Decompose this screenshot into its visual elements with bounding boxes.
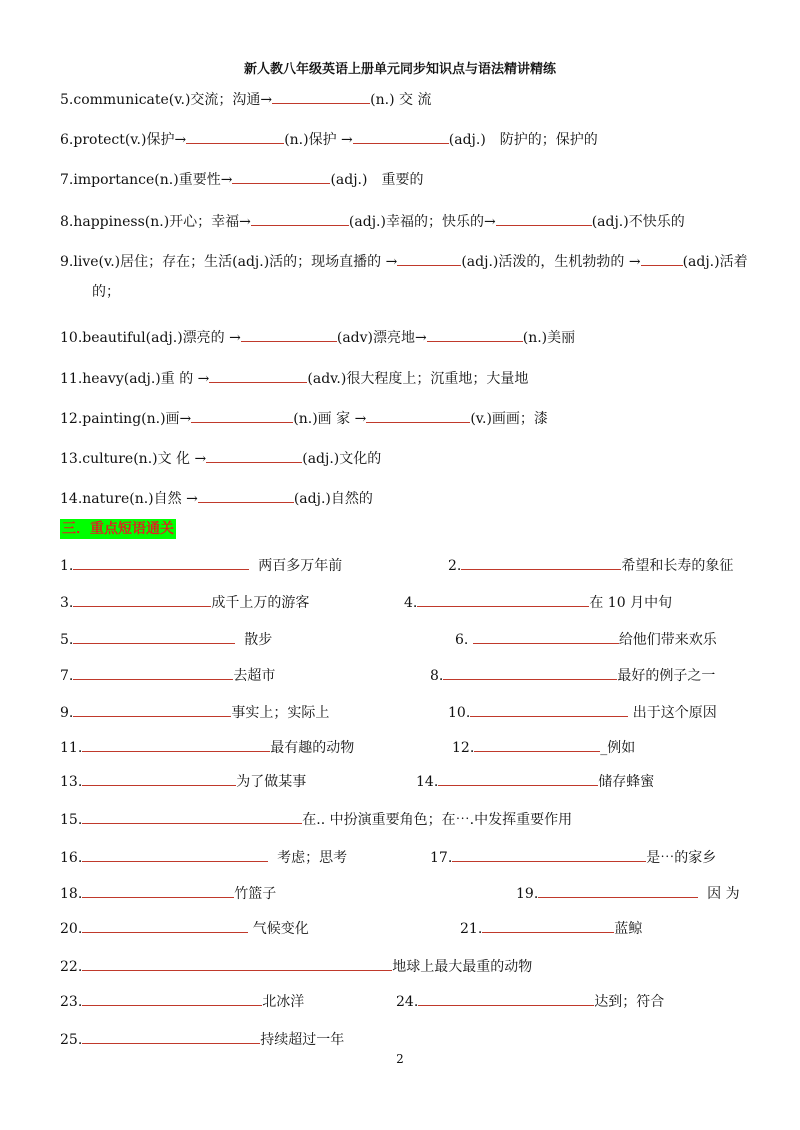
answer-blank[interactable] [186, 129, 284, 144]
word-item-9: 9.live(v.)居住；存在；生活(adj.)活的；现场直播的 → (adj.)活泼的，生机勃勃的 → (adj.)活着 [60, 251, 748, 272]
phrase-item-10: 10. 出于这个原因 [448, 702, 717, 723]
answer-blank[interactable] [353, 129, 449, 144]
answer-blank[interactable] [251, 211, 349, 226]
section-heading: 三．重点短语通关 [62, 521, 174, 537]
answer-blank[interactable] [82, 771, 236, 786]
answer-blank[interactable] [73, 665, 233, 680]
answer-blank[interactable] [73, 592, 211, 607]
phrase-item-21: 21. 蓝鲸 [460, 918, 642, 939]
answer-blank[interactable] [209, 368, 307, 383]
phrase-item-3: 3. 成千上万的游客 [60, 592, 309, 613]
phrase-item-17: 17. 是⋯的家乡 [430, 847, 716, 868]
answer-blank[interactable] [482, 918, 614, 933]
answer-blank[interactable] [461, 555, 621, 570]
answer-blank[interactable] [82, 847, 268, 862]
answer-blank[interactable] [427, 327, 523, 342]
phrase-item-25: 25. 持续超过一年 [60, 1029, 344, 1050]
answer-blank[interactable] [82, 991, 262, 1006]
phrase-item-2: 2. 希望和长寿的象征 [448, 555, 733, 576]
phrase-item-20: 20. 气候变化 [60, 918, 309, 939]
answer-blank[interactable] [82, 809, 302, 824]
answer-blank[interactable] [206, 448, 302, 463]
answer-blank[interactable] [438, 771, 598, 786]
phrase-item-4: 4. 在 10 月中旬 [404, 592, 672, 613]
word-item-10: 10.beautiful(adj.)漂亮的 → (adv)漂亮地→ (n.)美丽 [60, 327, 575, 348]
answer-blank[interactable] [82, 956, 392, 971]
word-item-9-continuation: 的； [92, 284, 120, 300]
page-title: 新人教八年级英语上册单元同步知识点与语法精讲精练 [243, 62, 556, 77]
answer-blank[interactable] [82, 918, 248, 933]
phrase-item-5: 5. 散步 [60, 629, 272, 650]
answer-blank[interactable] [417, 592, 589, 607]
phrase-item-23: 23. 北冰洋 [60, 991, 304, 1012]
word-item-11: 11.heavy(adj.)重 的 → (adv.)很大程度上；沉重地；大量地 [60, 368, 528, 389]
phrase-item-12: 12. _例如 [452, 737, 635, 758]
answer-blank[interactable] [496, 211, 592, 226]
phrase-item-19: 19. 因 为 [516, 883, 740, 904]
phrase-item-18: 18. 竹篮子 [60, 883, 276, 904]
answer-blank[interactable] [538, 883, 698, 898]
word-item-13: 13.culture(n.)文 化 → (adj.)文化的 [60, 448, 381, 469]
word-item-8: 8.happiness(n.)开心；幸福→ (adj.)幸福的；快乐的→ (adj.)不快乐的 [60, 211, 685, 232]
page-number: 2 [396, 1052, 404, 1066]
phrase-item-16: 16. 考虑；思考 [60, 847, 347, 868]
phrase-item-15: 15. 在.. 中扮演重要角色；在⋯.中发挥重要作用 [60, 809, 572, 830]
phrase-item-14: 14. 储存蜂蜜 [416, 771, 654, 792]
answer-blank[interactable] [397, 251, 461, 266]
answer-blank[interactable] [473, 629, 619, 644]
word-item-6: 6.protect(v.)保护→ (n.)保护 → (adj.) 防护的；保护的 [60, 129, 598, 150]
answer-blank[interactable] [641, 251, 683, 266]
answer-blank[interactable] [82, 883, 234, 898]
phrase-item-24: 24. 达到；符合 [396, 991, 664, 1012]
answer-blank[interactable] [366, 408, 470, 423]
answer-blank[interactable] [232, 169, 330, 184]
answer-blank[interactable] [241, 327, 337, 342]
answer-blank[interactable] [418, 991, 594, 1006]
answer-blank[interactable] [470, 702, 628, 717]
answer-blank[interactable] [73, 629, 235, 644]
phrase-item-1: 1. 两百多万年前 [60, 555, 342, 576]
answer-blank[interactable] [73, 555, 249, 570]
answer-blank[interactable] [191, 408, 293, 423]
answer-blank[interactable] [82, 737, 270, 752]
answer-blank[interactable] [82, 1029, 260, 1044]
answer-blank[interactable] [272, 89, 370, 104]
word-item-14: 14.nature(n.)自然 → (adj.)自然的 [60, 488, 373, 509]
word-item-5: 5.communicate(v.)交流；沟通→ (n.) 交 流 [60, 89, 431, 110]
phrase-item-6: 6. 给他们带来欢乐 [455, 629, 717, 650]
phrase-item-11: 11. 最有趣的动物 [60, 737, 354, 758]
answer-blank[interactable] [452, 847, 646, 862]
phrase-item-7: 7. 去超市 [60, 665, 275, 686]
phrase-item-8: 8. 最好的例子之一 [430, 665, 715, 686]
phrase-item-22: 22. 地球上最大最重的动物 [60, 956, 532, 977]
answer-blank[interactable] [443, 665, 617, 680]
phrase-item-9: 9. 事实上；实际上 [60, 702, 329, 723]
word-item-7: 7.importance(n.)重要性→ (adj.) 重要的 [60, 169, 423, 190]
answer-blank[interactable] [73, 702, 231, 717]
answer-blank[interactable] [198, 488, 294, 503]
answer-blank[interactable] [474, 737, 600, 752]
phrase-item-13: 13. 为了做某事 [60, 771, 306, 792]
word-item-12: 12.painting(n.)画→ (n.)画 家 → (v.)画画；漆 [60, 408, 548, 429]
